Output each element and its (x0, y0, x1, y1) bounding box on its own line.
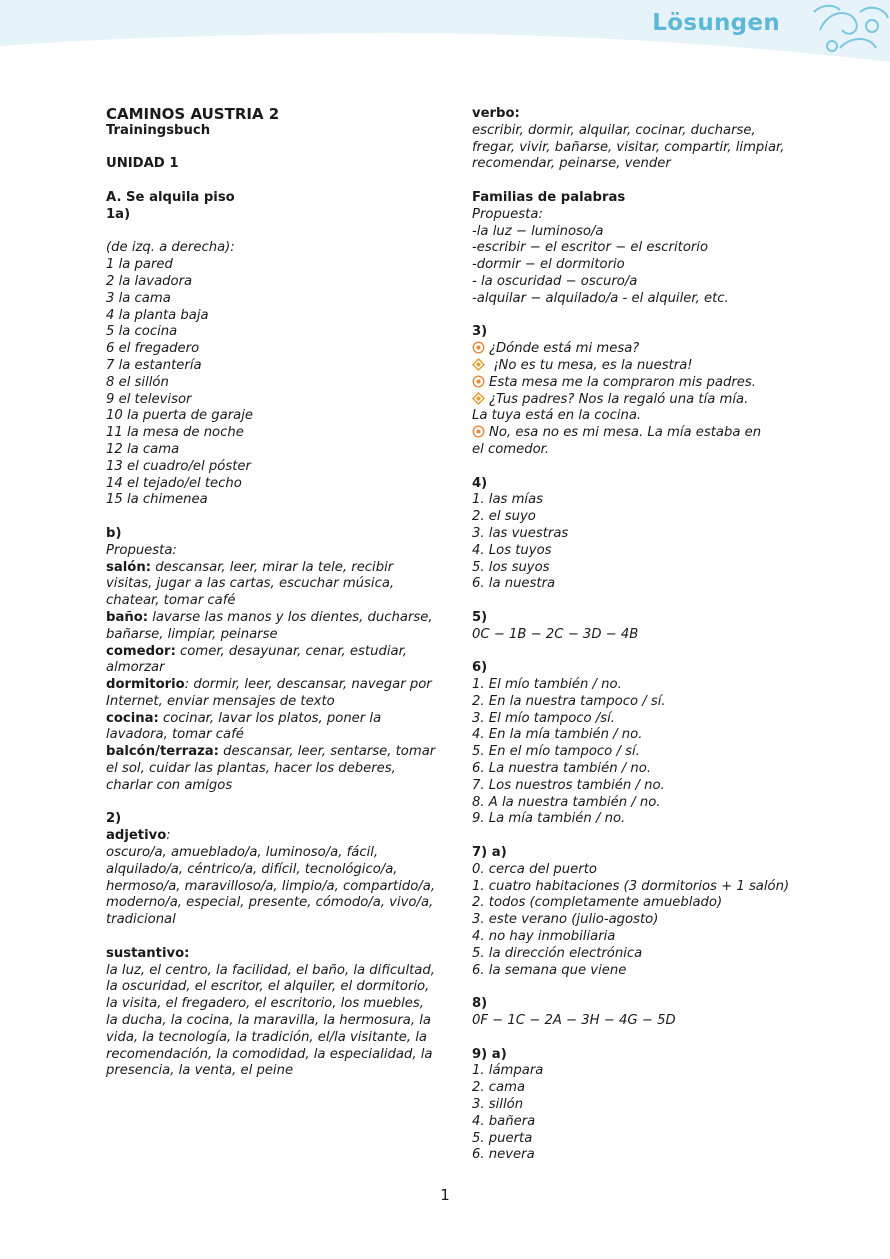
speaker-a-icon (472, 375, 485, 388)
list-item: 3. El mío tampoco /sí. (472, 710, 615, 726)
noun-list: la luz, el centro, la facilidad, el baño, la dificultad, la oscuridad, el escritor, el alquiler, el dormitorio, la visita, el fregadero, el escritorio, los muebles, la ducha, la cocina, la maravilla, la hermosura, la vida, la tecnología, la tradición, el/la visitante, la recomendación, la comodidad, la especialidad, la presencia, la venta, el peine (106, 962, 435, 1079)
list-item: 14 el tejado/el techo (106, 475, 242, 491)
dialogue-text: No, esa no es mi mesa. La mía estaba en (489, 425, 762, 441)
adjective-label: adjetivo (106, 828, 167, 844)
list-item: 6. la nuestra (472, 576, 556, 592)
right-column (472, 106, 802, 1164)
list-item: 13 el cuadro/el póster (106, 458, 251, 474)
exercise-label: 4) (472, 475, 488, 491)
list-item: 1. las mías (472, 492, 544, 508)
flourish-ornament-icon (810, 0, 890, 62)
category-label (106, 828, 436, 845)
list-item: 4. En la mía también / no. (472, 727, 643, 743)
room-name: cocina: (106, 710, 159, 726)
section-heading: Familias de palabras (472, 189, 626, 205)
exercise-label: 3) (472, 324, 488, 340)
dialogue-text: ¿Tus padres? Nos la regaló una tía mía. (489, 391, 749, 407)
exercise-label: 2) (106, 811, 122, 827)
list-item: 10 la puerta de garaje (106, 408, 254, 424)
room-name: baño: (106, 609, 149, 625)
list-item: 0. cerca del puerto (472, 861, 597, 877)
list-item: 6. la semana que viene (472, 962, 627, 978)
adjective-colon: : (166, 828, 171, 844)
category-label: verbo: (472, 106, 520, 121)
list-item: 5. los suyos (472, 559, 550, 575)
room-entry (106, 744, 436, 794)
list-item: - la oscuridad − oscuro/a (472, 273, 638, 289)
adjective-list: oscuro/a, amueblado/a, luminoso/a, fácil, alquilado/a, céntrico/a, difícil, tecnológico/a, hermoso/a, maravilloso/a, limpio/a, compartido/a, moderno/a, especial, presente, cómodo/a, vivo/a, tradicional (106, 845, 436, 928)
speaker-b-icon (472, 358, 485, 371)
list-item: 6. nevera (472, 1147, 535, 1163)
list-item: 3 la cama (106, 290, 171, 306)
category-label: sustantivo: (106, 945, 190, 961)
list-item: 1. El mío también / no. (472, 677, 622, 693)
list-item: 3. las vuestras (472, 525, 569, 541)
list-item: -escribir − el escritor − el escritorio (472, 240, 709, 256)
room-entry (106, 644, 436, 678)
dialogue-line (472, 425, 802, 442)
list-item: 1. lámpara (472, 1063, 544, 1079)
speaker-a-icon (472, 341, 485, 354)
list-item: -alquilar − alquilado/a - el alquiler, etc. (472, 290, 729, 306)
list-item: 4. bañera (472, 1113, 536, 1129)
list-item: 3. este verano (julio-agosto) (472, 912, 659, 928)
list-item: 5 la cocina (106, 324, 178, 340)
list-item: 12 la cama (106, 441, 180, 457)
unit-heading: UNIDAD 1 (106, 156, 179, 172)
list-item: 11 la mesa de noche (106, 425, 244, 441)
answer-sequence: 0F − 1C − 2A − 3H − 4G − 5D (472, 1013, 676, 1029)
list-item: 9. La mía también / no. (472, 811, 626, 827)
exercise-intro: Propuesta: (106, 542, 177, 558)
dialogue-line (472, 358, 802, 375)
room-activities: descansar, leer, mirar la tele, recibir visitas, jugar a las cartas, escuchar música, chatear, tomar café (106, 559, 395, 609)
room-activities: lavarse las manos y los dientes, ducharse, bañarse, limpiar, peinarse (106, 609, 433, 642)
list-item: 2. En la nuestra tampoco / sí. (472, 693, 666, 709)
exercise-intro: Propuesta: (472, 206, 543, 222)
list-item: 5. puerta (472, 1130, 533, 1146)
list-item: 2. todos (completamente amueblado) (472, 895, 723, 911)
list-item: 6 el fregadero (106, 341, 200, 357)
list-item: 7 la estantería (106, 357, 202, 373)
room-entry (106, 560, 436, 610)
book-subtitle: Trainingsbuch (106, 122, 211, 138)
dialogue-line (472, 392, 802, 409)
room-name: salón: (106, 559, 151, 575)
list-item: 2. cama (472, 1080, 526, 1096)
list-item: 5. En el mío tampoco / sí. (472, 744, 640, 760)
section-heading: A. Se alquila piso (106, 189, 235, 205)
exercise-label: 1a) (106, 206, 131, 222)
page-number: 1 (440, 1186, 450, 1204)
dialogue-line: el comedor. (472, 441, 550, 457)
room-activities: comer, desayunar, cenar, estudiar, almorzar (106, 643, 407, 676)
exercise-label: 6) (472, 660, 488, 676)
room-entry (106, 677, 436, 711)
section-title: Lösungen (652, 10, 780, 36)
list-item: 8 el sillón (106, 374, 169, 390)
room-name: dormitorio (106, 677, 185, 693)
list-item: 7. Los nuestros también / no. (472, 777, 665, 793)
list-item: 9 el televisor (106, 391, 192, 407)
exercise-label: 9) a) (472, 1046, 507, 1062)
exercise-label: 7) a) (472, 845, 507, 861)
exercise-label: b) (106, 525, 122, 541)
list-item: 4. no hay inmobiliaria (472, 929, 616, 945)
room-name: balcón/terraza: (106, 744, 219, 760)
room-activities: : dormir, leer, descansar, navegar por Internet, enviar mensajes de texto (106, 677, 432, 709)
dialogue-line (472, 375, 802, 392)
list-item: 5. la dirección electrónica (472, 945, 643, 961)
list-item: 1. cuatro habitaciones (3 dormitorios + 1 salón) (472, 878, 790, 894)
exercise-label: 8) (472, 996, 488, 1012)
room-activities: cocinar, lavar los platos, poner la lavadora, tomar café (106, 710, 382, 743)
room-entry (106, 610, 436, 644)
list-item: -dormir − el dormitorio (472, 257, 625, 273)
list-item: 2. el suyo (472, 509, 536, 525)
verb-list: escribir, dormir, alquilar, cocinar, ducharse, fregar, vivir, bañarse, visitar, compartir, limpiar, recomendar, peinarse, vender (472, 122, 785, 172)
exercise-label: 5) (472, 609, 488, 625)
list-item: 4 la planta baja (106, 307, 209, 323)
list-item: 8. A la nuestra también / no. (472, 794, 661, 810)
book-title: CAMINOS AUSTRIA 2 (106, 105, 280, 123)
dialogue-line (472, 341, 802, 358)
room-name: comedor: (106, 643, 176, 659)
list-item: -la luz − luminoso/a (472, 223, 604, 239)
dialogue-text: ¿Dónde está mi mesa? (489, 341, 640, 357)
room-entry (106, 711, 436, 745)
room-activities: descansar, leer, sentarse, tomar el sol, cuidar las plantas, hacer los deberes, charlar con amigos (106, 744, 436, 793)
list-item: 4. Los tuyos (472, 542, 552, 558)
exercise-intro: (de izq. a derecha): (106, 240, 235, 256)
list-item: 6. La nuestra también / no. (472, 761, 652, 777)
answer-sequence: 0C − 1B − 2C − 3D − 4B (472, 626, 639, 642)
speaker-a-icon (472, 425, 485, 438)
list-item: 3. sillón (472, 1097, 524, 1113)
speaker-b-icon (472, 392, 485, 405)
list-item: 15 la chimenea (106, 492, 208, 508)
dialogue-text: ¡No es tu mesa, es la nuestra! (493, 357, 693, 373)
dialogue-line: La tuya está en la cocina. (472, 408, 642, 424)
left-column (106, 106, 436, 1080)
list-item: 2 la lavadora (106, 273, 193, 289)
dialogue-text: Esta mesa me la compraron mis padres. (489, 374, 756, 390)
list-item: 1 la pared (106, 257, 173, 273)
